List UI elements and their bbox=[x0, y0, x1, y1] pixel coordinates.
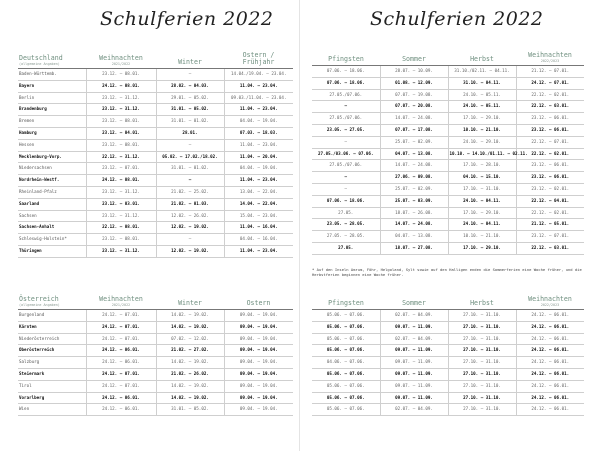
table-row bbox=[312, 101, 584, 113]
date-cell: 23.05. – 28.05. bbox=[312, 219, 380, 231]
date-cell: 09.07. – 11.09. bbox=[380, 380, 448, 392]
date-cell: 27.05./07.06. bbox=[312, 160, 380, 172]
table-row bbox=[312, 66, 584, 78]
date-cell: 21.12. – 07.01. bbox=[516, 66, 584, 78]
date-cell: 11.04. – 23.04. bbox=[224, 80, 293, 92]
date-cell: 27.05./03.06. – 07.06. bbox=[312, 148, 380, 160]
date-cell: 11.04. – 20.04. bbox=[224, 151, 293, 163]
date-cell: 09.04. – 19.04. bbox=[224, 392, 293, 404]
date-cell: 15.04. – 23.04. bbox=[224, 210, 293, 222]
state-name-cell: Schleswig-Holstein* bbox=[18, 234, 86, 246]
table-row bbox=[312, 195, 584, 207]
date-cell: 24.12. – 06.01. bbox=[516, 404, 584, 416]
state-name-cell: Oberösterreich bbox=[18, 345, 86, 357]
table-row bbox=[18, 69, 293, 81]
table-row bbox=[18, 127, 293, 139]
date-cell: 14.02. – 19.02. bbox=[156, 392, 224, 404]
state-name-cell: Bayern bbox=[18, 80, 86, 92]
date-cell: 27.10. – 31.10. bbox=[448, 333, 516, 345]
date-cell: 24.12. – 06.01. bbox=[86, 357, 156, 369]
date-cell: 23.12. – 31.12. bbox=[86, 186, 156, 198]
date-cell: 05.02. – 17.02./18.02. bbox=[156, 151, 224, 163]
date-cell: 07.03. – 18.03. bbox=[224, 127, 293, 139]
date-cell: 24.12. – 06.01. bbox=[516, 321, 584, 333]
date-cell: 23.12. – 08.01. bbox=[86, 116, 156, 128]
date-cell: 22.12. – 02.01. bbox=[516, 148, 584, 160]
state-name-cell: Wien bbox=[18, 404, 86, 416]
table-row bbox=[312, 183, 584, 195]
table-row bbox=[18, 116, 293, 128]
date-cell: 13.04. – 22.04. bbox=[224, 186, 293, 198]
date-cell: 27.10. – 31.10. bbox=[448, 321, 516, 333]
table-row bbox=[312, 124, 584, 136]
state-name-cell: Baden-Württemb. bbox=[18, 69, 86, 81]
date-cell: 09.07. – 11.09. bbox=[380, 368, 448, 380]
table-row bbox=[18, 198, 293, 210]
date-cell: 24.12. – 07.01. bbox=[86, 310, 156, 322]
germany-state-header: Deutschland (allgemeine Angaben) bbox=[18, 52, 86, 69]
date-cell: 27.05./07.06. bbox=[312, 113, 380, 125]
date-cell: – bbox=[312, 172, 380, 184]
austria-winter-header: Winter bbox=[156, 296, 224, 310]
date-cell: 21.02. – 25.02. bbox=[156, 186, 224, 198]
date-cell: 24.12. – 06.01. bbox=[86, 404, 156, 416]
table-row bbox=[18, 321, 293, 333]
date-cell: 05.06. – 07.06. bbox=[312, 392, 380, 404]
table-row bbox=[312, 113, 584, 125]
austria-right-header-row bbox=[312, 296, 584, 310]
state-name-cell: Berlin bbox=[18, 92, 86, 104]
date-cell: 14.07. – 24.08. bbox=[380, 113, 448, 125]
table-row bbox=[312, 310, 584, 322]
date-cell: 27.10. – 31.10. bbox=[448, 404, 516, 416]
date-cell: 10.10. – 21.10. bbox=[448, 231, 516, 243]
austria-pfingsten-header: Pfingsten bbox=[312, 296, 380, 310]
date-cell: 11.04. – 23.04. bbox=[224, 139, 293, 151]
date-cell: 23.12. – 31.12. bbox=[86, 104, 156, 116]
austria-xmas-header: Weihnachten 2021/2022 bbox=[86, 296, 156, 310]
date-cell: 24.12. – 07.01. bbox=[86, 321, 156, 333]
date-cell: 09.04. – 19.04. bbox=[224, 345, 293, 357]
state-name-cell: Burgenland bbox=[18, 310, 86, 322]
date-cell: 23.05. – 27.05. bbox=[312, 124, 380, 136]
date-cell: 23.12. – 31.12. bbox=[86, 92, 156, 104]
state-name-cell: Niederösterreich bbox=[18, 333, 86, 345]
date-cell: 29.01. – 05.02. bbox=[156, 92, 224, 104]
date-cell: 04.06. – 07.06. bbox=[312, 357, 380, 369]
germany-right-header-row bbox=[312, 52, 584, 66]
date-cell: 23.12. – 03.01. bbox=[86, 198, 156, 210]
date-cell: – bbox=[156, 139, 224, 151]
date-cell: 14.02. – 19.02. bbox=[156, 357, 224, 369]
table-row bbox=[312, 242, 584, 254]
date-cell: 24.10. – 04.11. bbox=[448, 219, 516, 231]
germany-xmas-header: Weihnachten 2021/2022 bbox=[86, 52, 156, 69]
date-cell: 27.05. bbox=[312, 207, 380, 219]
date-cell: 24.12. – 06.01. bbox=[516, 310, 584, 322]
germany-xmas-next-subheader: 2022/2023 bbox=[540, 59, 560, 63]
table-row bbox=[312, 219, 584, 231]
date-cell: 22.12. – 31.12. bbox=[86, 151, 156, 163]
austria-table-summer-autumn bbox=[312, 296, 584, 416]
austria-xmas-next-subheader: 2022/2023 bbox=[540, 303, 560, 307]
table-row bbox=[312, 404, 584, 416]
table-row bbox=[312, 148, 584, 160]
date-cell: 23.12. – 06.01. bbox=[516, 172, 584, 184]
date-cell: 10.10. – 14.10./01.11. – 02.11. bbox=[448, 148, 516, 160]
austria-easter-header: Ostern bbox=[224, 296, 293, 310]
table-row bbox=[18, 310, 293, 322]
table-row bbox=[312, 89, 584, 101]
table-row bbox=[18, 163, 293, 175]
date-cell: 24.10. – 29.10. bbox=[448, 136, 516, 148]
date-cell: 14.02. – 19.02. bbox=[156, 310, 224, 322]
date-cell: 23.12. – 06.01. bbox=[516, 113, 584, 125]
austria-sommer-header: Sommer bbox=[380, 296, 448, 310]
date-cell: 09.04. – 19.04. bbox=[224, 357, 293, 369]
date-cell: 09.04. – 19.04. bbox=[224, 380, 293, 392]
date-cell: 24.12. – 07.01. bbox=[516, 77, 584, 89]
date-cell: 24.12. – 06.01. bbox=[516, 333, 584, 345]
date-cell: 31.01. – 01.02. bbox=[156, 116, 224, 128]
date-cell: 09.07. – 11.09. bbox=[380, 357, 448, 369]
date-cell: – bbox=[312, 101, 380, 113]
date-cell: 14.07. – 24.08. bbox=[380, 160, 448, 172]
table-row bbox=[18, 139, 293, 151]
date-cell: 07.06. – 18.06. bbox=[312, 77, 380, 89]
state-name-cell: Kärnten bbox=[18, 321, 86, 333]
date-cell: 27.06. – 09.08. bbox=[380, 172, 448, 184]
date-cell: 07.07. – 19.08. bbox=[380, 89, 448, 101]
table-row bbox=[312, 380, 584, 392]
date-cell: 24.12. – 07.01. bbox=[86, 368, 156, 380]
date-cell: 11.04. – 23.04. bbox=[224, 175, 293, 187]
date-cell: 25.07. – 02.09. bbox=[380, 183, 448, 195]
date-cell: 22.12. – 02.01. bbox=[516, 89, 584, 101]
date-cell: 01.08. – 12.09. bbox=[380, 77, 448, 89]
date-cell: – bbox=[156, 234, 224, 246]
date-cell: – bbox=[156, 69, 224, 81]
state-name-cell: Mecklenburg-Vorp. bbox=[18, 151, 86, 163]
date-cell: 23.12. – 07.01. bbox=[86, 163, 156, 175]
date-cell: 05.06. – 07.06. bbox=[312, 380, 380, 392]
date-cell: 27.10. – 31.10. bbox=[448, 310, 516, 322]
right-page bbox=[300, 0, 600, 451]
date-cell: 07.07. – 20.08. bbox=[380, 101, 448, 113]
date-cell: 09.04. – 19.04. bbox=[224, 404, 293, 416]
state-name-cell: Saarland bbox=[18, 198, 86, 210]
date-cell: 09.07. – 11.09. bbox=[380, 392, 448, 404]
date-cell: 23.12. – 31.12. bbox=[86, 245, 156, 257]
date-cell: 05.06. – 07.06. bbox=[312, 345, 380, 357]
date-cell: 14.04./19.04. – 23.04. bbox=[224, 69, 293, 81]
table-row bbox=[312, 231, 584, 243]
date-cell: 24.12. – 07.01. bbox=[86, 380, 156, 392]
table-row bbox=[312, 345, 584, 357]
state-name-cell: Vorarlberg bbox=[18, 392, 86, 404]
date-cell: 04.07. – 13.08. bbox=[380, 231, 448, 243]
table-row bbox=[18, 333, 293, 345]
table-row bbox=[18, 175, 293, 187]
germany-winter-header: Winter bbox=[156, 52, 224, 69]
date-cell: 31.01. – 05.02. bbox=[156, 404, 224, 416]
table-row bbox=[312, 160, 584, 172]
left-page-title: Schulferien 2022 bbox=[100, 8, 274, 30]
date-cell: 21.12. – 05.01. bbox=[516, 219, 584, 231]
date-cell: 12.02. – 19.02. bbox=[156, 222, 224, 234]
date-cell: 18.07. – 26.08. bbox=[380, 207, 448, 219]
date-cell: 11.04. – 23.04. bbox=[224, 104, 293, 116]
date-cell: 17.10. – 29.10. bbox=[448, 113, 516, 125]
date-cell: 25.07. – 02.09. bbox=[380, 136, 448, 148]
date-cell: 07.06. – 18.06. bbox=[312, 66, 380, 78]
germany-table-winter-spring bbox=[18, 52, 293, 258]
state-name-cell: Nordrhein-Westf. bbox=[18, 175, 86, 187]
table-row bbox=[312, 172, 584, 184]
date-cell: 09.07. – 11.09. bbox=[380, 345, 448, 357]
date-cell: 23.12. – 04.01. bbox=[86, 127, 156, 139]
date-cell: 23.12. – 08.01. bbox=[86, 234, 156, 246]
date-cell: 04.07. – 13.08. bbox=[380, 148, 448, 160]
date-cell: 28.02. – 04.03. bbox=[156, 80, 224, 92]
germany-right-body bbox=[312, 66, 584, 255]
date-cell: 14.07. – 24.08. bbox=[380, 219, 448, 231]
date-cell: 24.10. – 04.11. bbox=[448, 195, 516, 207]
table-row bbox=[18, 151, 293, 163]
state-name-cell: Sachsen bbox=[18, 210, 86, 222]
date-cell: 05.06. – 07.06. bbox=[312, 310, 380, 322]
date-cell: 17.10. – 31.10. bbox=[448, 183, 516, 195]
austria-header-row bbox=[18, 296, 293, 310]
germany-xmas-subheader: 2021/2022 bbox=[111, 62, 131, 66]
date-cell: 02.07. – 04.09. bbox=[380, 310, 448, 322]
germany-header-row bbox=[18, 52, 293, 69]
table-row bbox=[312, 368, 584, 380]
date-cell: 24.12. – 06.01. bbox=[516, 345, 584, 357]
table-row bbox=[18, 80, 293, 92]
schleswig-holstein-footnote: * Auf den Inseln Amrum, Föhr, Helgoland, Sylt sowie auf den Halligen enden die Sommerferien eine Woche früher, und die Herbstferien beginnen eine Woche früher. bbox=[312, 267, 582, 278]
date-cell: 24.12. – 06.01. bbox=[86, 392, 156, 404]
austria-state-header: Österreich (allgemeine Angaben) bbox=[18, 296, 86, 310]
date-cell: 27.05./07.06. bbox=[312, 89, 380, 101]
date-cell: 23.12. – 08.01. bbox=[86, 139, 156, 151]
date-cell: 23.12. – 08.01. bbox=[86, 69, 156, 81]
date-cell: 17.10. – 28.10. bbox=[448, 160, 516, 172]
date-cell: 22.12. – 03.01. bbox=[516, 101, 584, 113]
table-row bbox=[18, 404, 293, 416]
right-page-title: Schulferien 2022 bbox=[370, 8, 544, 30]
state-name-cell: Niedersachsen bbox=[18, 163, 86, 175]
date-cell: 14.02. – 19.02. bbox=[156, 380, 224, 392]
date-cell: 09.04. – 19.04. bbox=[224, 321, 293, 333]
date-cell: 14.04. – 22.04. bbox=[224, 198, 293, 210]
date-cell: 23.12. – 02.01. bbox=[516, 183, 584, 195]
date-cell: 12.02. – 26.02. bbox=[156, 210, 224, 222]
date-cell: 24.12. – 06.01. bbox=[86, 345, 156, 357]
date-cell: 24.12. – 06.01. bbox=[516, 357, 584, 369]
date-cell: 07.07. – 17.08. bbox=[380, 124, 448, 136]
table-row bbox=[18, 368, 293, 380]
date-cell: 02.07. – 04.09. bbox=[380, 404, 448, 416]
austria-state-subheader: (allgemeine Angaben) bbox=[19, 303, 60, 307]
table-row bbox=[312, 321, 584, 333]
state-name-cell: Tirol bbox=[18, 380, 86, 392]
date-cell: 21.02. – 01.03. bbox=[156, 198, 224, 210]
date-cell: 10.10. – 21.10. bbox=[448, 124, 516, 136]
date-cell: 05.06. – 07.06. bbox=[312, 333, 380, 345]
date-cell: 14.02. – 19.02. bbox=[156, 321, 224, 333]
date-cell: 17.10. – 29.10. bbox=[448, 207, 516, 219]
date-cell: 21.02. – 27.02. bbox=[156, 345, 224, 357]
date-cell: – bbox=[156, 175, 224, 187]
germany-easter-header: Ostern / Frühjahr bbox=[224, 52, 293, 69]
germany-left-body bbox=[18, 69, 293, 258]
germany-state-subheader: (allgemeine Angaben) bbox=[19, 62, 60, 66]
germany-sommer-header: Sommer bbox=[380, 52, 448, 66]
table-row bbox=[18, 210, 293, 222]
date-cell: 09.04. – 19.04. bbox=[224, 333, 293, 345]
date-cell: 05.06. – 07.06. bbox=[312, 368, 380, 380]
date-cell: 28.07. – 10.09. bbox=[380, 66, 448, 78]
date-cell: 11.04. – 16.04. bbox=[224, 222, 293, 234]
date-cell: 21.02. – 26.02. bbox=[156, 368, 224, 380]
date-cell: 22.12. – 02.01. bbox=[516, 207, 584, 219]
date-cell: 31.01. – 05.02. bbox=[156, 104, 224, 116]
table-row bbox=[18, 234, 293, 246]
table-row bbox=[18, 104, 293, 116]
table-row bbox=[18, 345, 293, 357]
date-cell: 31.10. – 04.11. bbox=[448, 77, 516, 89]
table-row bbox=[18, 392, 293, 404]
date-cell: 04.10. – 15.10. bbox=[448, 172, 516, 184]
date-cell: 24.10. – 05.11. bbox=[448, 101, 516, 113]
date-cell: 24.12. – 08.01. bbox=[86, 80, 156, 92]
austria-xmas-next-header: Weihnachten 2022/2023 bbox=[516, 296, 584, 310]
date-cell: 23.12. – 06.01. bbox=[516, 160, 584, 172]
austria-herbst-header: Herbst bbox=[448, 296, 516, 310]
date-cell: 05.06. – 07.06. bbox=[312, 404, 380, 416]
state-name-cell: Sachsen-Anhalt bbox=[18, 222, 86, 234]
austria-left-body bbox=[18, 310, 293, 416]
date-cell: 27.10. – 31.10. bbox=[448, 380, 516, 392]
date-cell: 02.07. – 04.09. bbox=[380, 333, 448, 345]
germany-xmas-next-header: Weihnachten 2022/2023 bbox=[516, 52, 584, 66]
date-cell: 24.10. – 05.11. bbox=[448, 89, 516, 101]
table-row bbox=[312, 77, 584, 89]
germany-herbst-header: Herbst bbox=[448, 52, 516, 66]
date-cell: 05.06. – 07.06. bbox=[312, 321, 380, 333]
state-name-cell: Rheinland-Pfalz bbox=[18, 186, 86, 198]
state-name-cell: Hessen bbox=[18, 139, 86, 151]
date-cell: 22.12. – 08.01. bbox=[86, 222, 156, 234]
date-cell: 24.12. – 07.01. bbox=[86, 333, 156, 345]
date-cell: 12.02. – 19.02. bbox=[156, 245, 224, 257]
date-cell: 07.02. – 12.02. bbox=[156, 333, 224, 345]
table-row bbox=[18, 92, 293, 104]
date-cell: 31.01. – 01.02. bbox=[156, 163, 224, 175]
austria-table-winter-spring bbox=[18, 296, 293, 416]
date-cell: 22.12. – 07.01. bbox=[516, 136, 584, 148]
date-cell: 24.12. – 06.01. bbox=[516, 368, 584, 380]
table-row bbox=[312, 357, 584, 369]
date-cell: 27.10. – 31.10. bbox=[448, 392, 516, 404]
date-cell: 18.07. – 27.08. bbox=[380, 242, 448, 254]
date-cell: 24.12. – 06.01. bbox=[516, 392, 584, 404]
date-cell: 11.04. – 23.04. bbox=[224, 245, 293, 257]
table-row bbox=[312, 392, 584, 404]
date-cell: 22.12. – 03.01. bbox=[516, 242, 584, 254]
germany-table-summer-autumn bbox=[312, 52, 584, 255]
date-cell: – bbox=[312, 136, 380, 148]
date-cell: 09.04. – 19.04. bbox=[224, 368, 293, 380]
austria-right-body bbox=[312, 310, 584, 416]
table-row bbox=[18, 186, 293, 198]
austria-xmas-subheader: 2021/2022 bbox=[111, 303, 131, 307]
date-cell: – bbox=[312, 183, 380, 195]
date-cell: 23.12. – 07.01. bbox=[516, 231, 584, 243]
date-cell: 09.03./11.04. – 23.04. bbox=[224, 92, 293, 104]
table-row bbox=[18, 357, 293, 369]
date-cell: 24.12. – 08.01. bbox=[86, 175, 156, 187]
state-name-cell: Hamburg bbox=[18, 127, 86, 139]
date-cell: 27.10. – 31.10. bbox=[448, 345, 516, 357]
state-name-cell: Salzburg bbox=[18, 357, 86, 369]
table-row bbox=[312, 207, 584, 219]
date-cell: 07.06. – 18.06. bbox=[312, 195, 380, 207]
germany-pfingsten-header: Pfingsten bbox=[312, 52, 380, 66]
table-row bbox=[18, 380, 293, 392]
state-name-cell: Bremen bbox=[18, 116, 86, 128]
date-cell: 04.04. – 19.04. bbox=[224, 116, 293, 128]
state-name-cell: Thüringen bbox=[18, 245, 86, 257]
date-cell: 24.12. – 06.01. bbox=[516, 380, 584, 392]
date-cell: 09.04. – 19.04. bbox=[224, 310, 293, 322]
date-cell: 27.05. bbox=[312, 242, 380, 254]
date-cell: 23.12. – 06.01. bbox=[516, 124, 584, 136]
table-row bbox=[18, 245, 293, 257]
date-cell: 31.10./02.11. – 04.11. bbox=[448, 66, 516, 78]
date-cell: 27.10. – 31.10. bbox=[448, 368, 516, 380]
state-name-cell: Brandenburg bbox=[18, 104, 86, 116]
date-cell: 09.07. – 11.09. bbox=[380, 321, 448, 333]
date-cell: 22.12. – 04.01. bbox=[516, 195, 584, 207]
date-cell: 27.05. – 28.05. bbox=[312, 231, 380, 243]
table-row bbox=[312, 136, 584, 148]
date-cell: 17.10. – 29.10. bbox=[448, 242, 516, 254]
date-cell: 04.04. – 16.04. bbox=[224, 234, 293, 246]
date-cell: 04.04. – 19.04. bbox=[224, 163, 293, 175]
date-cell: 23.12. – 31.12. bbox=[86, 210, 156, 222]
date-cell: 25.07. – 03.09. bbox=[380, 195, 448, 207]
date-cell: 28.01. bbox=[156, 127, 224, 139]
table-row bbox=[18, 222, 293, 234]
table-row bbox=[312, 333, 584, 345]
state-name-cell: Steiermark bbox=[18, 368, 86, 380]
date-cell: 27.10. – 31.10. bbox=[448, 357, 516, 369]
